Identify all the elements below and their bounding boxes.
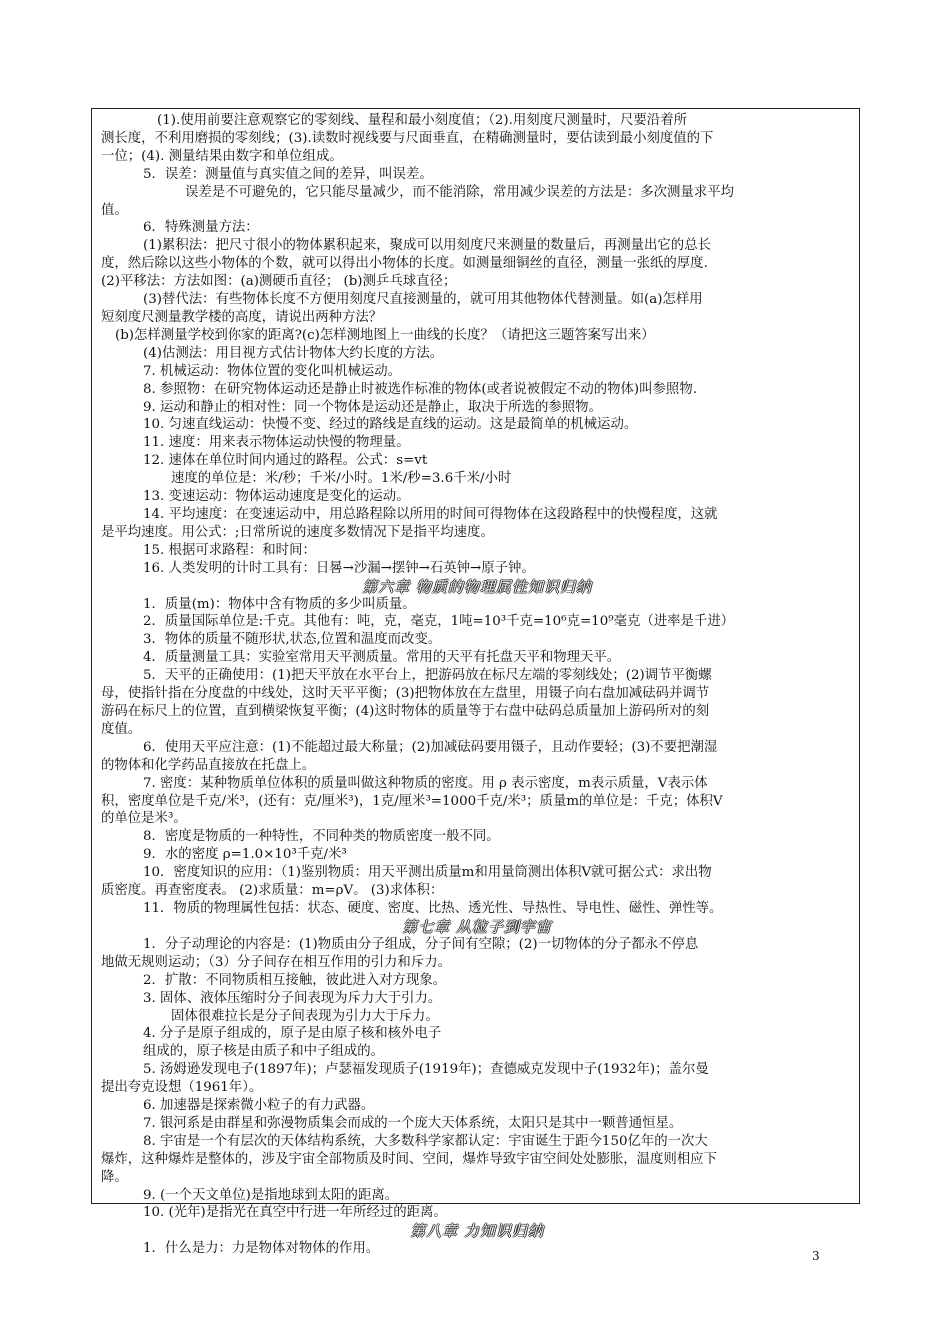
text-line: 9. (一个天文单位)是指地球到太阳的距离。 (143, 1187, 399, 1203)
text-line: 7. 密度：某种物质单位体积的质量叫做这种物质的密度。用 ρ 表示密度，m表示质量，V表示体 (143, 775, 708, 791)
text-line: 度，然后除以这些小物体的个数，就可以得出小物体的长度。如测量细铜丝的直径，测量一张纸的厚度. (101, 256, 708, 272)
text-line: 2．质量国际单位是:千克。其他有：吨，克，毫克，1吨=10³千克=10⁶克=10⁹毫克（进率是千进） (143, 614, 735, 630)
text-line: 13. 变速运动：物体运动速度是变化的运动。 (143, 489, 410, 505)
document-body (101, 112, 853, 1258)
chapter-heading: 第八章 力知识归纳 (410, 1222, 544, 1241)
text-line: 11. 速度：用来表示物体运动快慢的物理量。 (143, 435, 410, 451)
text-line: 值。 (101, 202, 128, 218)
text-line: 积，密度单位是千克/米³，(还有：克/厘米³)，1克/厘米³=1000千克/米³；质量m的单位是：千克；体积V (101, 793, 723, 809)
text-line: 10. 匀速直线运动：快慢不变、经过的路线是直线的运动。这是最简单的机械运动。 (143, 417, 638, 433)
text-line: 8. 参照物：在研究物体运动还是静止时被选作标准的物体(或者说被假定不动的物体)叫参照物. (143, 381, 697, 397)
text-line: 度值。 (101, 721, 142, 737)
text-line: 短刻度尺测量教学楼的高度，请说出两种方法？ (101, 309, 383, 325)
text-line: 11．物质的物理属性包括：状态、硬度、密度、比热、透光性、导热性、导电性、磁性、弹性等。 (143, 900, 723, 916)
text-line: 质密度。再查密度表。 (2)求质量：m=ρV。 (3)求体积： (101, 883, 444, 899)
text-line: 的物体和化学药品直接放在托盘上。 (101, 757, 316, 773)
text-line: (b)怎样测量学校到你家的距离?(c)怎样测地图上一曲线的长度？（请把这三题答案写出来） (115, 327, 655, 343)
text-line: 6．特殊测量方法： (143, 220, 259, 236)
chapter-heading: 第七章 从粒子到宇宙 (402, 917, 552, 936)
text-line: 5．误差：测量值与真实值之间的差异，叫误差。 (143, 166, 433, 182)
text-line: 10．密度知识的应用：（1)鉴别物质：用天平测出质量m和用量筒测出体积V就可据公式：求出物 (143, 865, 712, 881)
text-line: 10. (光年)是指光在真空中行进一年所经过的距离。 (143, 1205, 447, 1221)
text-line: 1．分子动理论的内容是：(1)物质由分子组成，分子间有空隙；(2)一切物体的分子都永不停息 (143, 936, 699, 952)
text-line: 5. 汤姆逊发现电子(1897年)；卢瑟福发现质子(1919年)；查德威克发现中子(1932年)；盖尔曼 (143, 1062, 709, 1078)
text-line: 12. 速体在单位时间内通过的路程。公式：s=vt (143, 453, 428, 469)
text-line: 16. 人类发明的计时工具有：日晷→沙漏→摆钟→石英钟→原子钟。 (143, 560, 535, 576)
text-line: 14. 平均速度：在变速运动中，用总路程除以所用的时间可得物体在这段路程中的快慢程度，这就 (143, 506, 718, 522)
text-line: 提出夸克设想（1961年）。 (101, 1080, 263, 1096)
chapter-heading: 第六章 物质的物理属性知识归纳 (362, 577, 592, 596)
text-line: 1．什么是力：力是物体对物体的作用。 (143, 1241, 380, 1257)
text-line: (1).使用前要注意观察它的零刻线、量程和最小刻度值；（2).用刻度尺测量时，尺要沿着所 (157, 113, 687, 128)
text-line: 8．密度是物质的一种特性，不同种类的物质密度一般不同。 (143, 829, 500, 845)
text-line: 4. 分子是原子组成的，原子是由原子核和核外电子 (143, 1026, 442, 1042)
text-line: 3. 固体、液体压缩时分子间表现为斥力大于引力。 (143, 990, 442, 1006)
text-line: 固体很难拉长是分子间表现为引力大于斥力。 (171, 1008, 439, 1024)
text-line: (2)平移法：方法如图：(a)测硬币直径； (b)测乒乓球直径； (101, 274, 457, 290)
text-line: 组成的，原子核是由质子和中子组成的。 (143, 1044, 385, 1060)
text-line: 7. 银河系是由群星和弥漫物质集会而成的一个庞大天体系统，太阳只是其中一颗普通恒星。 (143, 1115, 683, 1131)
text-line: 1．质量(m)：物体中含有物质的多少叫质量。 (143, 596, 416, 612)
text-line: (3)替代法：有些物体长度不方便用刻度尺直接测量的，就可用其他物体代替测量。如(a)怎样用 (143, 292, 703, 308)
text-line: 9. 运动和静止的相对性：同一个物体是运动还是静止，取决于所选的参照物。 (143, 399, 602, 415)
text-line: 误差是不可避免的，它只能尽量减少，而不能消除，常用减少误差的方法是：多次测量求平均 (185, 184, 735, 200)
text-line: 6. 加速器是探索微小粒子的有力武器。 (143, 1098, 375, 1114)
text-line: 9．水的密度 ρ=1.0×10³千克/米³ (143, 847, 347, 863)
text-line: 4．质量测量工具：实验室常用天平测质量。常用的天平有托盘天平和物理天平。 (143, 650, 621, 666)
text-line: 爆炸，这种爆炸是整体的，涉及宇宙全部物质及时间、空间，爆炸导致宇宙空间处处膨胀，温度则相应下 (101, 1151, 717, 1167)
text-line: 速度的单位是：米/秒；千米/小时。1米/秒=3.6千米/小时 (171, 471, 512, 487)
text-line: 是平均速度。用公式：;日常所说的速度多数情况下是指平均速度。 (101, 524, 494, 540)
text-line: 3．物体的质量不随形状,状态,位置和温度而改变。 (143, 632, 442, 648)
text-line: (1)累积法：把尺寸很小的物体累积起来，聚成可以用刻度尺来测量的数量后，再测量出它的总长 (143, 238, 711, 254)
text-line: 8. 宇宙是一个有层次的天体结构系统，大多数科学家都认定：宇宙诞生于距今150亿年的一次大 (143, 1133, 708, 1149)
text-line: 7. 机械运动：物体位置的变化叫机械运动。 (143, 363, 402, 379)
text-line: 母，使指针指在分度盘的中线处，这时天平平衡；(3)把物体放在左盘里，用镊子向右盘加减砝码并调节 (101, 686, 710, 702)
text-line: 6．使用天平应注意：(1)不能超过最大称量；(2)加减砝码要用镊子，且动作要轻；(3)不要把潮湿 (143, 739, 718, 755)
text-line: 的单位是米³。 (101, 811, 187, 827)
text-line: 地做无规则运动；（3）分子间存在相互作用的引力和斥力。 (101, 954, 451, 970)
text-line: 测长度，不利用磨损的零刻线；(3).读数时视线要与尺面垂直，在精确测量时，要估读到最小刻度值的下 (101, 130, 714, 146)
page-number: 3 (812, 1249, 820, 1263)
text-line: 15. 根据可求路程：和时间： (143, 542, 316, 558)
text-line: (4)估测法：用目视方式估计物体大约长度的方法。 (143, 345, 444, 361)
text-line: 降。 (101, 1169, 128, 1185)
text-line: 5．天平的正确使用：(1)把天平放在水平台上，把游码放在标尺左端的零刻线处；(2)调节平衡螺 (143, 668, 712, 684)
text-line: 一位；(4). 测量结果由数字和单位组成。 (101, 148, 343, 164)
text-line: 游码在标尺上的位置，直到横梁恢复平衡；(4)这时物体的质量等于右盘中砝码总质量加上游码所对的刻 (101, 704, 710, 719)
text-line: 2．扩散：不同物质相互接触，彼此进入对方现象。 (143, 972, 447, 988)
